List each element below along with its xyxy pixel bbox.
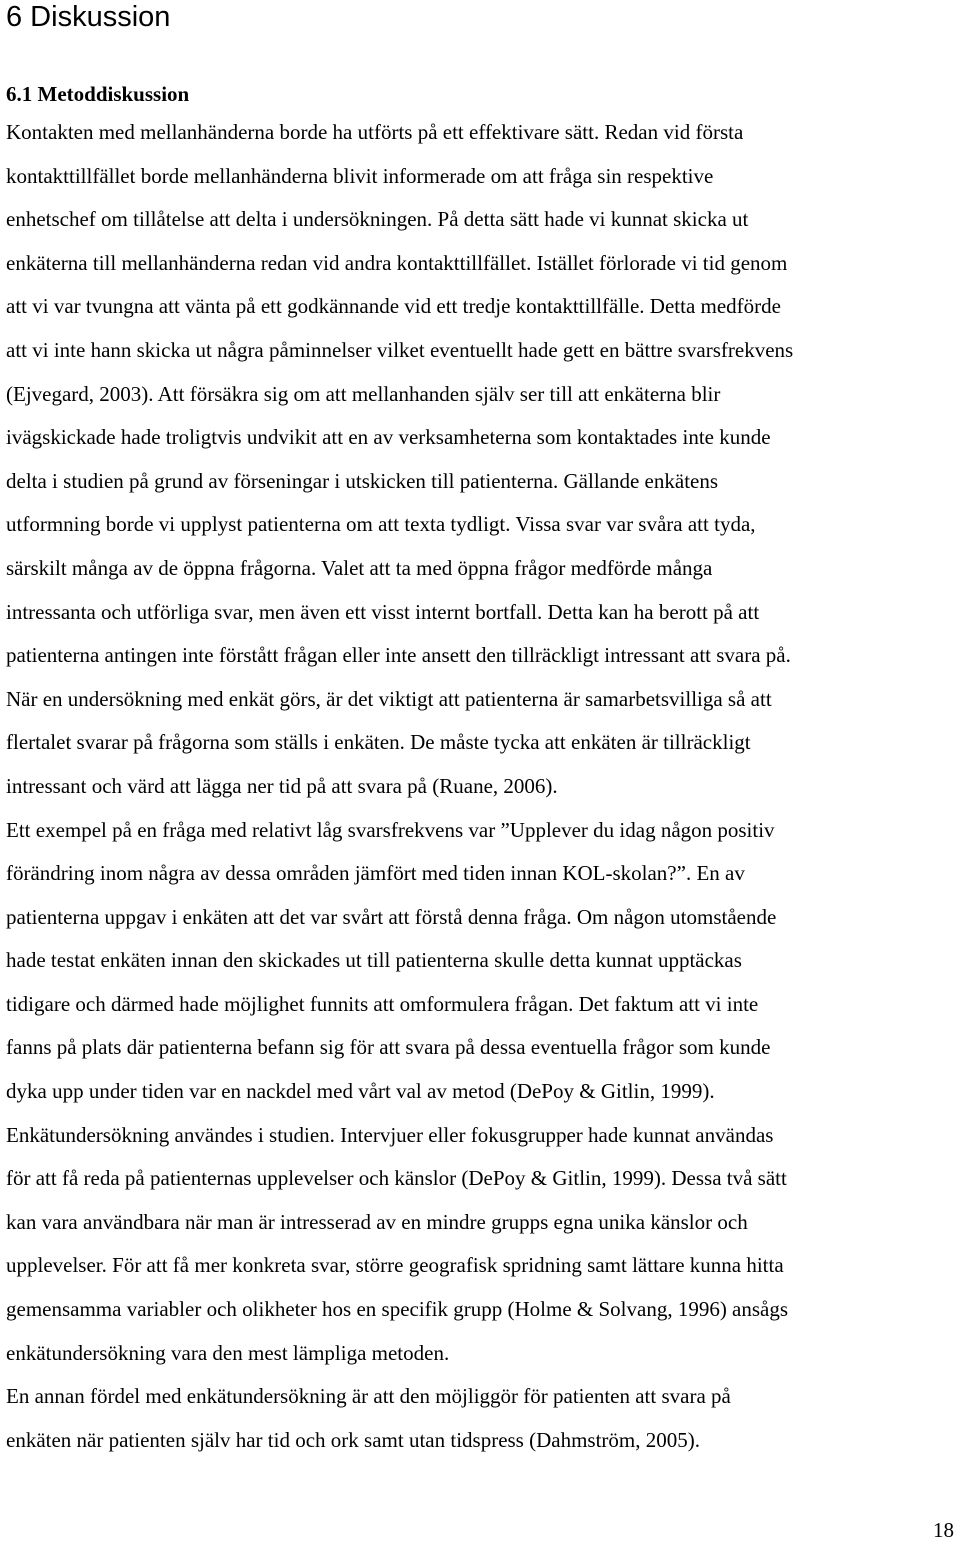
text-line: kontakttillfället borde mellanhänderna blivit informerade om att fråga sin respektive (6, 163, 714, 188)
text-line: upplevelser. För att få mer konkreta svar, större geografisk spridning samt lättare kunna hitta (6, 1253, 784, 1278)
text-line: dyka upp under tiden var en nackdel med vårt val av metod (DePoy & Gitlin, 1999). (6, 1079, 715, 1104)
text-line: En annan fördel med enkätundersökning är att den möjliggör för patienten att svara på (6, 1384, 731, 1409)
page-number: 18 (933, 1518, 954, 1542)
text-line: (Ejvegard, 2003). Att försäkra sig om att mellanhanden själv ser till att enkäterna blir (6, 381, 721, 406)
text-line: Kontakten med mellanhänderna borde ha utförts på ett effektivare sätt. Redan vid första (6, 120, 744, 144)
body-text (6, 111, 960, 1462)
text-line: enkäterna till mellanhänderna redan vid andra kontakttillfället. Istället förlorade vi tid genom (6, 250, 788, 275)
text-line: särskilt många av de öppna frågorna. Valet att ta med öppna frågor medförde många (6, 555, 713, 580)
text-line: intressant och värd att lägga ner tid på att svara på (Ruane, 2006). (6, 773, 558, 798)
text-line: Enkätundersökning användes i studien. Intervjuer eller fokusgrupper hade kunnat användas (6, 1122, 774, 1147)
text-line: flertalet svarar på frågorna som ställs i enkäten. De måste tycka att enkäten är tillräckligt (6, 730, 751, 755)
text-line: patienterna antingen inte förstått frågan eller inte ansett den tillräckligt intressant att svara på. (6, 643, 791, 668)
text-line: enkätundersökning vara den mest lämpliga metoden. (6, 1340, 450, 1365)
text-line: kan vara användbara när man är intresserad av en mindre grupps egna unika känslor och (6, 1209, 748, 1234)
text-line: gemensamma variabler och olikheter hos en specifik grupp (Holme & Solvang, 1996) ansågs (6, 1297, 789, 1322)
section-heading: 6.1 Metoddiskussion (6, 82, 190, 106)
text-line: hade testat enkäten innan den skickades ut till patienterna skulle detta kunnat upptäckas (6, 948, 742, 973)
text-line: intressanta och utförliga svar, men även ett visst internt bortfall. Detta kan ha berott på att (6, 599, 760, 624)
text-line: förändring inom några av dessa områden jämfört med tiden innan KOL-skolan?”. En av (6, 861, 745, 886)
text-line: När en undersökning med enkät görs, är det viktigt att patienterna är samarbetsvilliga så att (6, 686, 772, 711)
text-line: ivägskickade hade troligtvis undvikit att en av verksamheterna som kontaktades inte kunde (6, 425, 771, 450)
text-line: enkäten när patienten själv har tid och ork samt utan tidspress (Dahmström, 2005). (6, 1427, 700, 1452)
chapter-title: 6 Diskussion (6, 1, 171, 33)
text-line: att vi var tvungna att vänta på ett godkännande vid ett tredje kontakttillfälle. Detta medförde (6, 294, 781, 319)
text-line: tidigare och därmed hade möjlighet funnits att omformulera frågan. Det faktum att vi inte (6, 991, 759, 1016)
text-line: fanns på plats där patienterna befann sig för att svara på dessa eventuella frågor som kunde (6, 1035, 771, 1060)
text-line: patienterna uppgav i enkäten att det var svårt att förstå denna fråga. Om någon utomstående (6, 904, 777, 929)
text-line: enhetschef om tillåtelse att delta i undersökningen. På detta sätt hade vi kunnat skicka ut (6, 207, 749, 232)
text-line: utformning borde vi upplyst patienterna om att texta tydligt. Vissa svar var svåra att tyda, (6, 512, 756, 537)
text-line: för att få reda på patienternas upplevelser och känslor (DePoy & Gitlin, 1999). Dessa två sätt (6, 1166, 787, 1191)
text-line: delta i studien på grund av förseningar i utskicken till patienterna. Gällande enkätens (6, 468, 719, 493)
text-line: Ett exempel på en fråga med relativt låg svarsfrekvens var ”Upplever du idag någon positiv (6, 817, 775, 842)
text-line: att vi inte hann skicka ut några påminnelser vilket eventuellt hade gett en bättre svarsfrekvens (6, 337, 794, 362)
